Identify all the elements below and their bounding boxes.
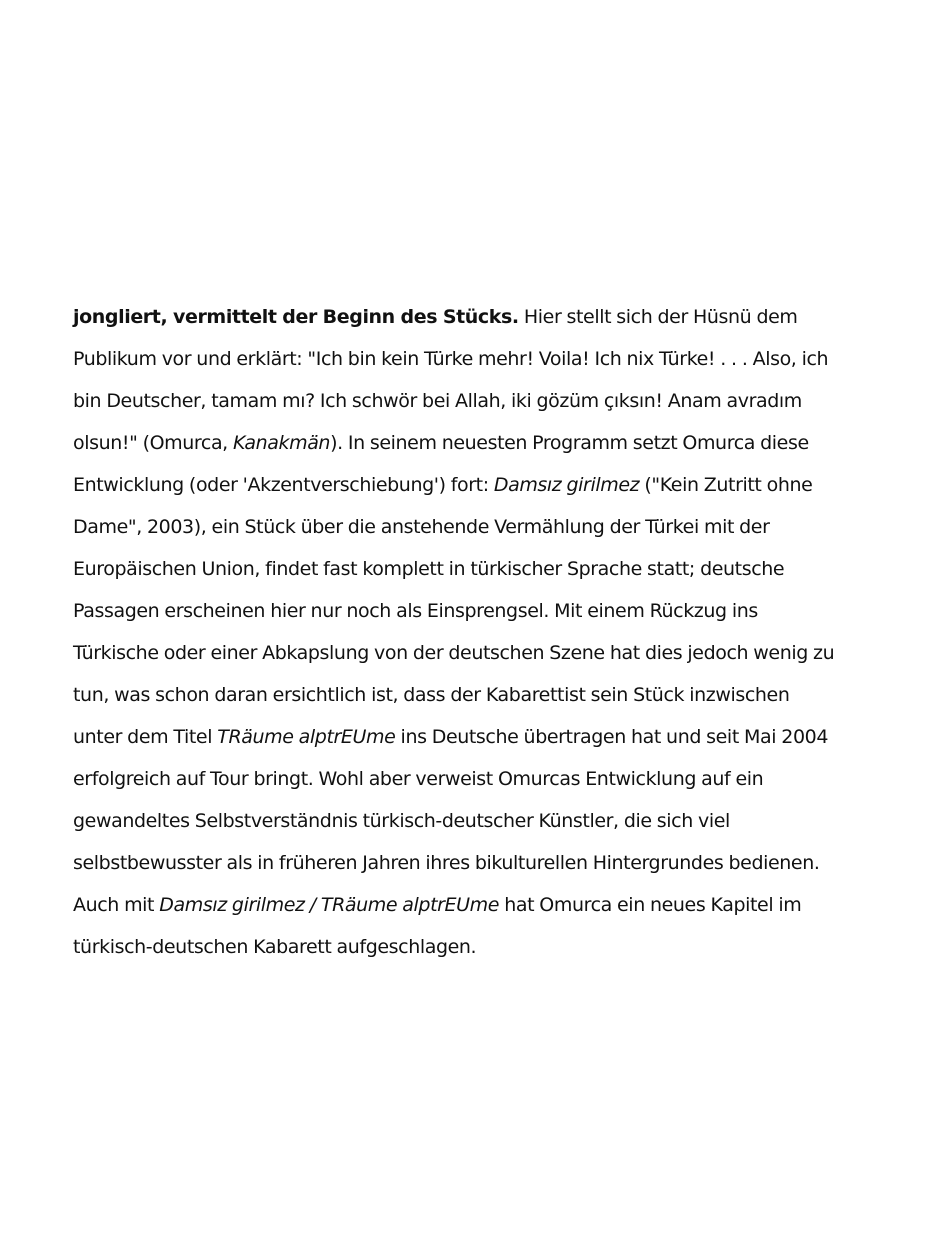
text-span: unter dem Titel [73, 726, 218, 748]
text-span: Entwicklung (oder 'Akzentverschiebung') fort: [73, 474, 494, 496]
text-span: bin Deutscher, tamam mı? Ich schwör bei Allah, iki gözüm çıksın! Anam avradım [73, 390, 802, 412]
text-span: hat Omurca ein neues Kapitel im [499, 894, 802, 916]
text-line [73, 800, 863, 842]
text-span: gewandeltes Selbstverständnis türkisch-deutscher Künstler, die sich viel [73, 810, 730, 832]
text-span: Dame", 2003), ein Stück über die anstehende Vermählung der Türkei mit der [73, 516, 770, 538]
text-span: Europäischen Union, findet fast komplett in türkischer Sprache statt; deutsche [73, 558, 785, 580]
text-line [73, 758, 863, 800]
text-span: Hier stellt sich der Hüsnü dem [518, 306, 798, 328]
text-span: Türkische oder einer Abkapslung von der deutschen Szene hat dies jedoch wenig zu [73, 642, 835, 664]
text-line [73, 590, 863, 632]
text-line [73, 674, 863, 716]
italic-title: Damsız girilmez [493, 474, 640, 496]
text-line [73, 716, 863, 758]
bold-lead-sentence: jongliert, vermittelt der Beginn des Stücks. [73, 306, 519, 328]
text-span: Passagen erscheinen hier nur noch als Einsprengsel. Mit einem Rückzug ins [73, 600, 758, 622]
text-line [73, 506, 863, 548]
text-span: selbstbewusster als in früheren Jahren ihres bikulturellen Hintergrundes bedienen. [73, 852, 820, 874]
text-span: Publikum vor und erklärt: "Ich bin kein Türke mehr! Voila! Ich nix Türke! . . . Also, ich [73, 348, 829, 370]
text-line [73, 338, 863, 380]
text-span: olsun!" (Omurca, [73, 432, 233, 454]
text-span: Auch mit [73, 894, 160, 916]
text-line [73, 632, 863, 674]
text-line [73, 884, 863, 926]
text-span: erfolgreich auf Tour bringt. Wohl aber verweist Omurcas Entwicklung auf ein [73, 768, 764, 790]
text-line [73, 380, 863, 422]
text-line [73, 464, 863, 506]
body-paragraph [73, 296, 863, 968]
italic-title: Damsız girilmez / TRäume alptrEUme [159, 894, 500, 916]
text-span: türkisch-deutschen Kabarett aufgeschlagen. [73, 936, 477, 958]
text-line [73, 548, 863, 590]
text-span: tun, was schon daran ersichtlich ist, dass der Kabarettist sein Stück inzwischen [73, 684, 790, 706]
text-line [73, 926, 863, 968]
italic-title: TRäume alptrEUme [217, 726, 396, 748]
text-span: ). In seinem neuesten Programm setzt Omurca diese [330, 432, 809, 454]
italic-title: Kanakmän [232, 432, 331, 454]
text-line [73, 296, 863, 338]
text-span: ins Deutsche übertragen hat und seit Mai 2004 [395, 726, 829, 748]
text-line [73, 422, 863, 464]
text-line [73, 842, 863, 884]
text-span: ("Kein Zutritt ohne [639, 474, 813, 496]
